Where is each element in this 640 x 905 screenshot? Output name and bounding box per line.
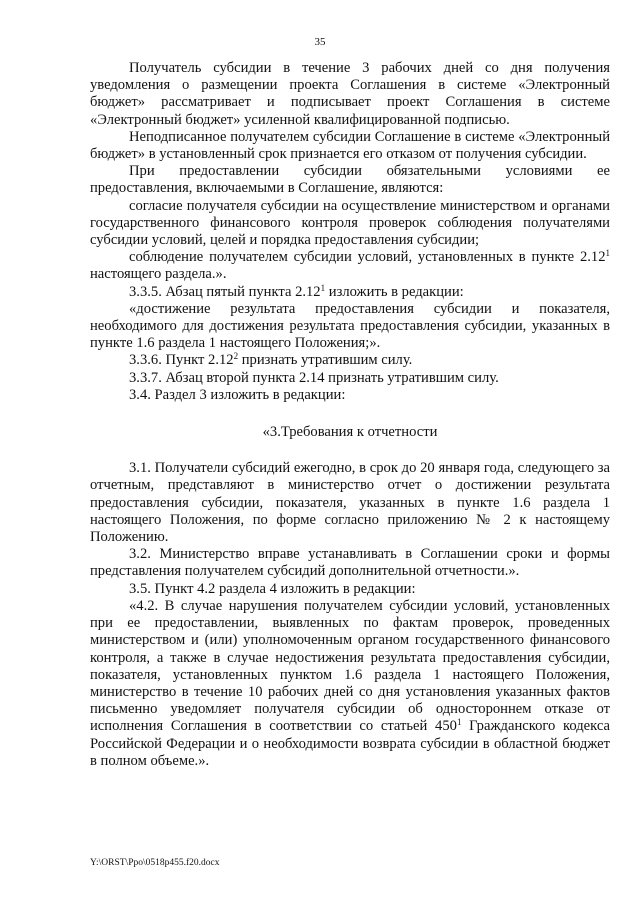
paragraph bbox=[90, 370, 610, 387]
text-run: Гражданского кодекса Российской Федерации и о необходимости возврата субсидии в областной бюджет в полном объеме.». bbox=[90, 718, 610, 769]
paragraph bbox=[90, 546, 610, 580]
text-run: Неподписанное получателем субсидии Соглашение в системе «Электронный бюджет» в установленный срок признается его отказом от получения субсидии. bbox=[90, 128, 610, 163]
page-number: 35 bbox=[314, 36, 326, 48]
paragraph bbox=[90, 598, 610, 770]
paragraph bbox=[90, 460, 610, 546]
text-run: соблюдение получателем субсидии условий, установленных в пункте 2.12 bbox=[129, 249, 606, 266]
superscript: 1 bbox=[320, 282, 326, 293]
paragraph bbox=[90, 301, 610, 353]
paragraph bbox=[90, 387, 610, 404]
text-run: согласие получателя субсидии на осуществление министерством и органами государственного финансового контроля проверок соблюдения получателями субсидии условий, целей и порядка предоставления субсидии; bbox=[90, 197, 610, 249]
superscript: 1 bbox=[605, 248, 610, 259]
text-run: 3.2. Министерство вправе устанавливать в Соглашении сроки и формы представления получателем субсидий дополнительной отчетности.». bbox=[90, 546, 610, 580]
paragraph bbox=[90, 198, 610, 250]
file-path-footer: Y:\ORST\Ppo\0518p455.f20.docx bbox=[90, 858, 220, 868]
text-run: признать утратившим силу. bbox=[238, 352, 413, 369]
superscript: 1 bbox=[456, 717, 462, 728]
text-run: 3.4. Раздел 3 изложить в редакции: bbox=[129, 386, 346, 403]
paragraph bbox=[90, 163, 610, 197]
text-run: 3.5. Пункт 4.2 раздела 4 изложить в редакции: bbox=[129, 580, 416, 597]
paragraph bbox=[90, 60, 610, 129]
paragraph bbox=[90, 352, 610, 369]
document-body bbox=[90, 60, 610, 770]
paragraph bbox=[90, 249, 610, 283]
paragraph bbox=[90, 581, 610, 598]
section-heading bbox=[90, 424, 610, 441]
text-run: При предоставлении субсидии обязательными условиями ее предоставления, включаемыми в Соглашение, являются: bbox=[90, 163, 610, 197]
superscript: 2 bbox=[233, 351, 239, 362]
text-run: 3.3.5. Абзац пятый пункта 2.12 bbox=[129, 283, 321, 300]
text-run: «3.Требования к отчетности bbox=[262, 424, 438, 441]
text-run: 3.3.7. Абзац второй пункта 2.14 признать утратившим силу. bbox=[129, 369, 499, 386]
text-run: настоящего раздела.». bbox=[90, 266, 227, 283]
text-run: 3.1. Получатели субсидий ежегодно, в срок до 20 января года, следующего за отчетным, представляют в министерство отчет о достижении результата предоставления субсидии, показателя, указанных в пункте 1.6 раздела 1 настоящего Положения, по форме согласно приложению № 2 к настоящему Положению. bbox=[90, 460, 610, 546]
text-run: 3.3.6. Пункт 2.12 bbox=[129, 352, 234, 369]
text-run: Получатель субсидии в течение 3 рабочих дней со дня получения уведомления о размещении проекта Соглашения в системе «Электронный бюджет» рассматривает и подписывает проект Соглашения в системе «Электронный бюджет» усиленной квалифицированной подписью. bbox=[90, 60, 610, 128]
paragraph bbox=[90, 129, 610, 163]
text-run: «4.2. В случае нарушения получателем субсидии условий, установленных при ее предоставлении, выявленных по фактам проверок, проведенных министерством и (или) уполномоченным органом государственного финансового контроля, а также в случае недостижения результата предоставления субсидии, показателя, установленных пунктом 1.6 раздела 1 настоящего Положения, министерство в течение 10 рабочих дней со дня установления указанных фактов письменно уведомляет получателя субсидии об одностороннем отказе от исполнения Соглашения в соответствии со статьей 450 bbox=[90, 597, 610, 735]
paragraph bbox=[90, 284, 610, 301]
text-run: изложить в редакции: bbox=[325, 283, 464, 300]
text-run: «достижение результата предоставления субсидии и показателя, необходимого для достижения результата предоставления субсидии, указанных в пункте 1.6 раздела 1 настоящего Положения;». bbox=[90, 300, 610, 352]
